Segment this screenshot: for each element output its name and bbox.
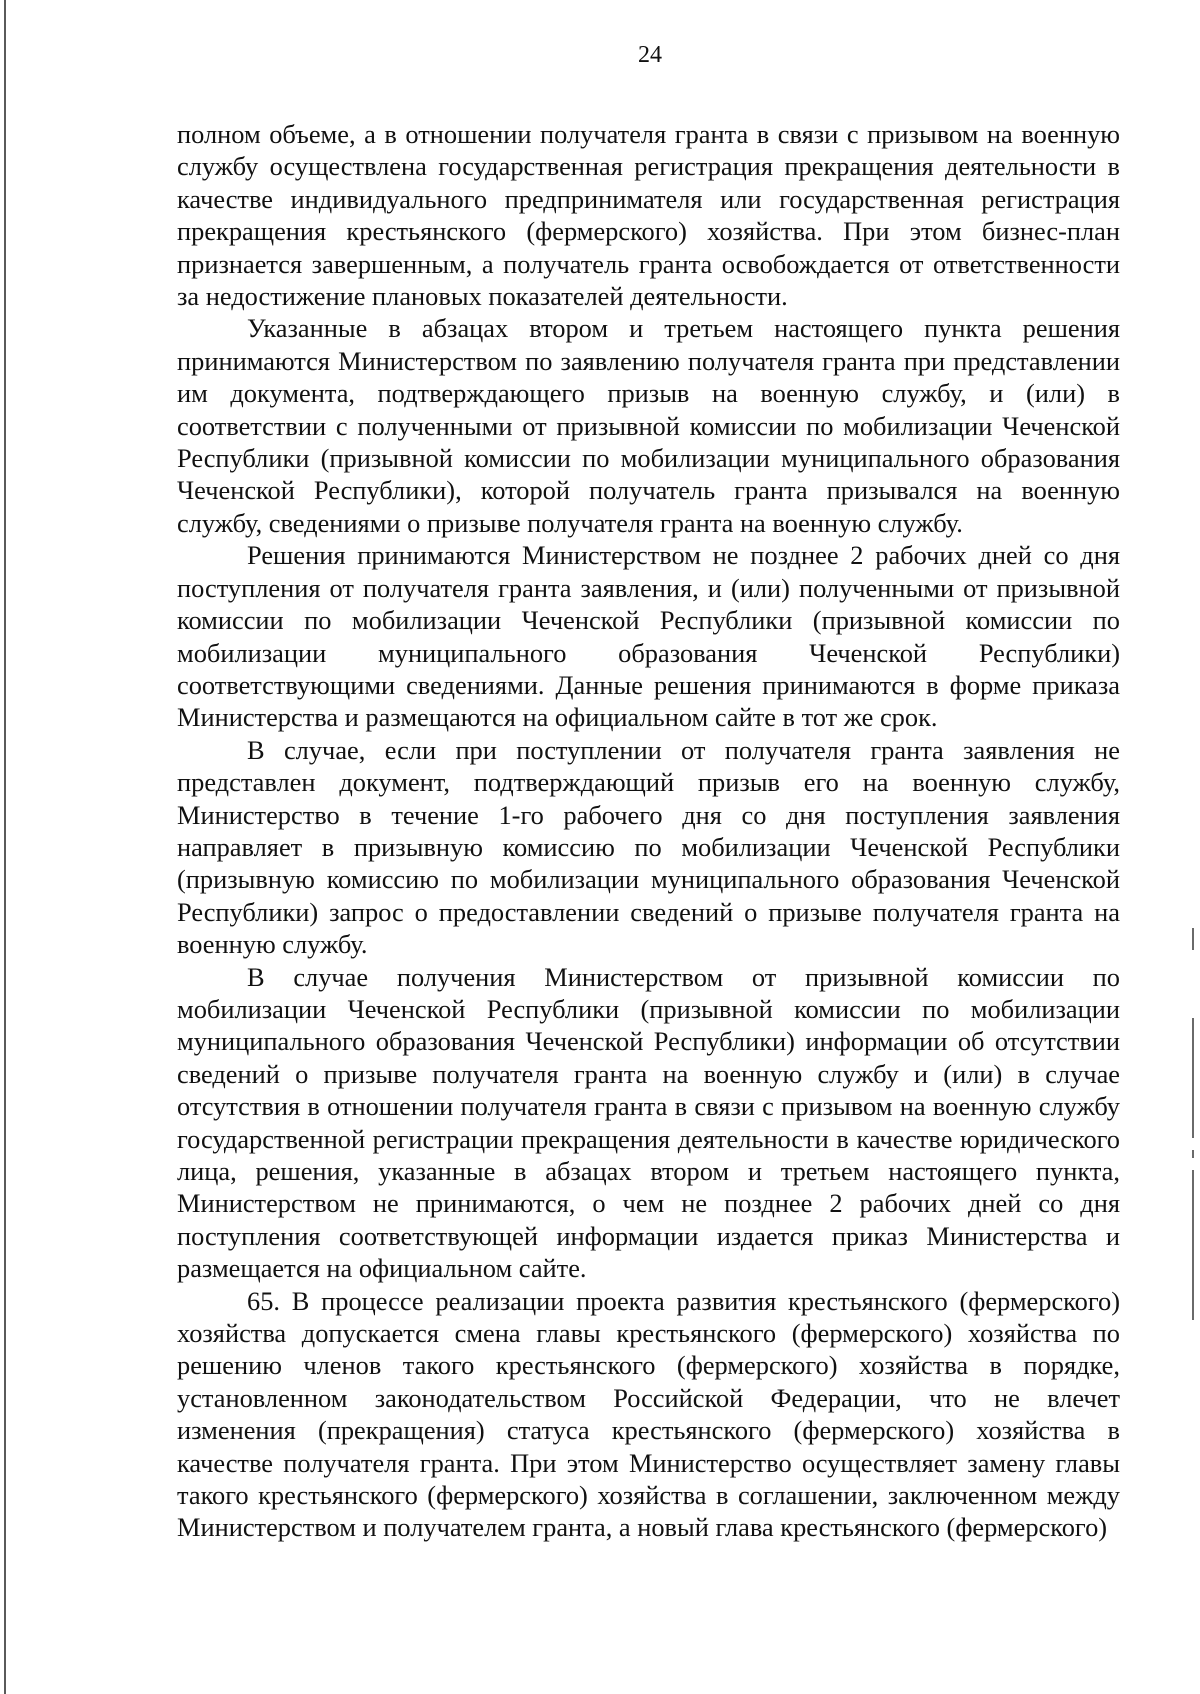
paragraph-item-65: 65. В процессе реализации проекта развития крестьянского (фермерского) хозяйства допускается смена главы крестьянского (фермерского) хозяйства по решению членов такого крестьянского (фермерского) хозяйства в порядке, установленном законодательством Российской Федерации, что не влечет изменения (прекращения) статуса крестьянского (фермерского) хозяйства в качестве получателя гранта. При этом Министерство осуществляет замену главы такого крестьянского (фермерского) хозяйства в соглашении, заключенном между Министерством и получателем гранта, а новый глава крестьянского (фермерского) [177,1285,1120,1543]
scan-edge-right [1192,928,1194,950]
scan-edge-left [4,0,6,1694]
paragraph: В случае, если при поступлении от получателя гранта заявления не представлен документ, подтверждающий призыв его на военную службу, Министерство в течение 1-го рабочего дня со дня поступления заявления направляет в призывную комиссию по мобилизации Чеченской Республики (призывную комиссию по мобилизации муниципального образования Чеченской Республики) запрос о предоставлении сведений о призыве получателя гранта на военную службу. [177,734,1120,960]
scan-edge-right [1192,1150,1194,1158]
body-text [177,118,1120,1544]
paragraph: Указанные в абзацах втором и третьем настоящего пункта решения принимаются Министерством по заявлению получателя гранта при представлении им документа, подтверждающего призыв на военную службу, и (или) в соответствии с полученными от призывной комиссии по мобилизации Чеченской Республики (призывной комиссии по мобилизации муниципального образования Чеченской Республики), которой получатель гранта призывался на военную службу, сведениями о призыве получателя гранта на военную службу. [177,313,1120,538]
page-number: 24 [638,42,662,68]
paragraph: Решения принимаются Министерством не позднее 2 рабочих дней со дня поступления от получателя гранта заявления, и (или) полученными от призывной комиссии по мобилизации Чеченской Республики (призывной комиссии по мобилизации муниципального образования Чеченской Республики) соответствующими сведениями. Данные решения принимаются в форме приказа Министерства и размещаются на официальном сайте в тот же срок. [177,540,1120,733]
paragraph: В случае получения Министерством от призывной комиссии по мобилизации Чеченской Республики (призывной комиссии по мобилизации муниципального образования Чеченской Республики) информации об отсутствии сведений о призыве получателя гранта на военную службу и (или) в случае отсутствия в отношении получателя гранта в связи с призывом на военную службу государственной регистрации прекращения деятельности в качестве юридического лица, решения, указанные в абзацах втором и третьем настоящего пункта, Министерством не принимаются, о чем не позднее 2 рабочих дней со дня поступления соответствующей информации издается приказ Министерства и размещается на официальном сайте. [177,961,1120,1284]
scan-edge-right [1192,1018,1194,1138]
scan-edge-right [1192,1170,1194,1320]
paragraph-continuation: полном объеме, а в отношении получателя гранта в связи с призывом на военную службу осуществлена государственная регистрация прекращения деятельности в качестве индивидуального предпринимателя или государственная регистрация прекращения крестьянского (фермерского) хозяйства. При этом бизнес-план признается завершенным, а получатель гранта освобождается от ответственности за недостижение плановых показателей деятельности. [177,119,1120,312]
